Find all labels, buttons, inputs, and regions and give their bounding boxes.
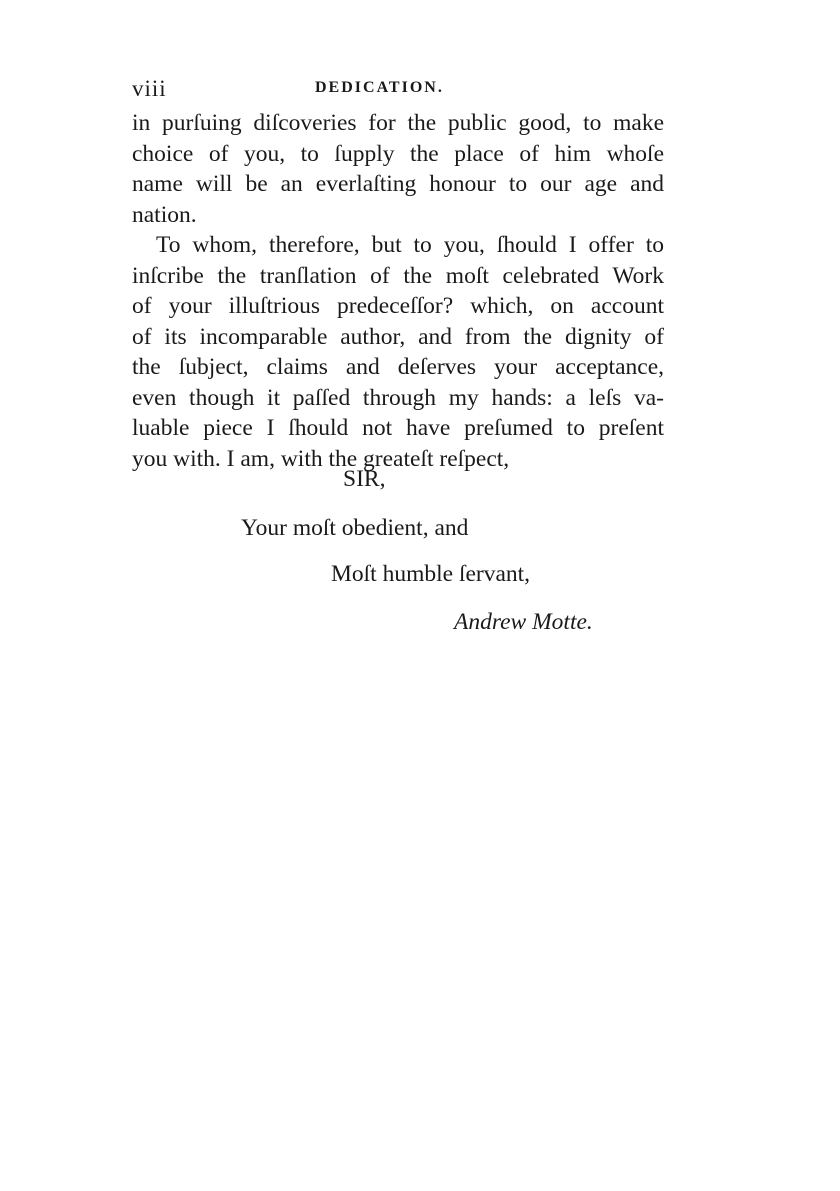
text-line: choice of you, to ſupply the place of him whoſe (132, 140, 664, 167)
text-line: you with. I am, with the greateſt reſpect, (132, 445, 510, 472)
text-line: name will be an everlaſting honour to our age and (132, 171, 664, 197)
text-line: the ſubject, claims and deſerves your acceptance, (132, 354, 664, 380)
text-line: in purſuing diſcoveries for the public good, to make (132, 110, 664, 136)
text-line: inſcribe the tranſlation of the moſt celebrated Work (132, 262, 664, 289)
closing-line: Moſt humble ſervant, (331, 561, 531, 587)
running-head: DEDICATION. (315, 79, 444, 96)
text-line: of your illuſtrious predeceſſor? which, on account (132, 293, 664, 319)
page-number: viii (132, 76, 167, 101)
text-line: To whom, therefore, but to you, ſhould I offer to (156, 232, 664, 258)
text-line: of its incomparable author, and from the dignity of (132, 323, 664, 350)
text-line: even though it paſſed through my hands: a leſs va- (132, 384, 664, 411)
page-header (132, 76, 664, 106)
text-line: luable piece I ſhould not have preſumed to preſent (132, 415, 664, 441)
signature: Andrew Motte. (454, 609, 593, 635)
body-text (132, 108, 664, 474)
salutation: SIR, (343, 466, 386, 492)
text-line: nation. (132, 201, 197, 228)
closing-line: Your moſt obedient, and (241, 515, 469, 541)
